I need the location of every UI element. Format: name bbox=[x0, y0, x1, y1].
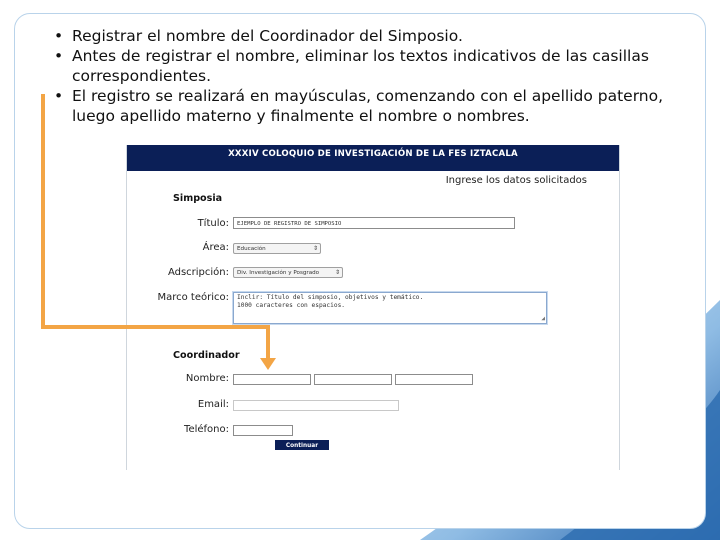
marco-teorico-label: Marco teórico: bbox=[157, 292, 229, 303]
telefono-label: Teléfono: bbox=[184, 424, 229, 435]
continuar-button[interactable]: Continuar bbox=[275, 440, 329, 450]
area-selected-value: Educación bbox=[237, 246, 266, 252]
apellido-materno-input[interactable] bbox=[314, 374, 392, 385]
area-select[interactable] bbox=[233, 243, 321, 254]
arrow-connector-down bbox=[266, 325, 270, 360]
nombre-label: Nombre: bbox=[185, 373, 229, 384]
arrow-connector-vertical bbox=[41, 94, 45, 327]
chevron-updown-icon: ⇕ bbox=[334, 269, 340, 276]
email-input[interactable] bbox=[233, 400, 399, 411]
arrow-down-icon bbox=[260, 358, 276, 370]
bullet-icon: • bbox=[54, 27, 64, 45]
marco-teorico-value: Inclir: Título del simposio, objetivos y temático. 1000 caracteres con espacios. bbox=[237, 294, 424, 309]
instruction-item: • Antes de registrar el nombre, eliminar los textos indicativos de las casillas correspondientes. bbox=[54, 47, 649, 85]
telefono-input[interactable] bbox=[233, 425, 293, 436]
form-header: XXXIV COLOQUIO DE INVESTIGACIÓN DE LA FES IZTACALA bbox=[127, 145, 619, 171]
coordinador-section-title: Coordinador bbox=[173, 350, 240, 361]
bullet-icon: • bbox=[54, 47, 64, 65]
adscripcion-select[interactable] bbox=[233, 267, 343, 278]
instruction-item: • El registro se realizará en mayúsculas, comenzando con el apellido paterno, luego apellido materno y finalmente el nombre o nombres. bbox=[54, 87, 664, 125]
adscripcion-label: Adscripción: bbox=[167, 267, 229, 278]
email-label: Email: bbox=[197, 399, 229, 410]
apellido-paterno-input[interactable] bbox=[233, 374, 311, 385]
nombres-input[interactable] bbox=[395, 374, 473, 385]
titulo-input[interactable]: EJEMPLO DE REGISTRO DE SIMPOSIO bbox=[233, 217, 515, 229]
titulo-label: Título: bbox=[197, 218, 229, 229]
registration-form bbox=[126, 145, 620, 470]
marco-teorico-textarea[interactable] bbox=[233, 292, 547, 324]
area-label: Área: bbox=[202, 242, 229, 253]
form-instruction: Ingrese los datos solicitados bbox=[445, 175, 587, 186]
instruction-item: • Registrar el nombre del Coordinador del Simposio. bbox=[54, 27, 463, 45]
instruction-list bbox=[38, 26, 688, 126]
adscripcion-selected-value: Div. Investigación y Posgrado bbox=[237, 270, 320, 276]
simposia-section-title: Simposia bbox=[173, 193, 223, 204]
arrow-connector-horizontal bbox=[41, 325, 270, 329]
bullet-icon: • bbox=[54, 87, 64, 105]
resize-grip-icon[interactable]: ◢ bbox=[541, 315, 545, 323]
chevron-updown-icon: ⇕ bbox=[312, 245, 318, 252]
